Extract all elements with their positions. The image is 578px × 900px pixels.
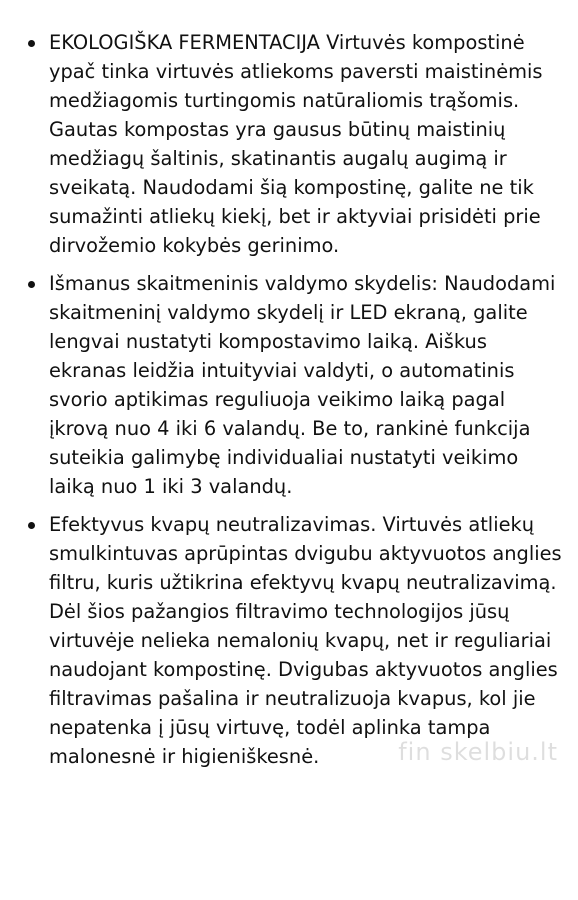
watermark: fin skelbiu.lt <box>398 738 558 766</box>
bullet-text: EKOLOGIŠKA FERMENTACIJA Virtuvės kompostinė ypač tinka virtuvės atliekoms paversti maistinėmis medžiagomis turtingomis natūraliomis trąšomis. Gautas kompostas yra gausus būtinų maistinių medžiagų šaltinis, skatinantis augalų augimą ir sveikatą. Naudodami šią kompostinę, galite ne tik sumažinti atliekų kiekį, bet ir aktyviai prisidėti prie dirvožemio kokybės gerinimo. <box>49 31 543 257</box>
bullet-item-digital-control-panel <box>0 269 578 501</box>
bullet-text: Efektyvus kvapų neutralizavimas. Virtuvės atliekų smulkintuvas aprūpintas dvigubu aktyvuotos anglies filtru, kuris užtikrina efektyvų kvapų neutralizavimą. Dėl šios pažangios filtravimo technologijos jūsų virtuvėje nelieka nemalonių kvapų, net ir reguliariai naudojant kompostinę. Dvigubas aktyvuotos anglies filtravimas pašalina ir neutralizuoja kvapus, kol jie nepatenka į jūsų virtuvę, todėl aplinka tampa malonesnė ir higieniškesnė. <box>49 513 562 768</box>
bullet-dot-icon <box>28 522 35 529</box>
bullet-dot-icon <box>28 281 35 288</box>
bullet-text: Išmanus skaitmeninis valdymo skydelis: Naudodami skaitmeninį valdymo skydelį ir LED ekraną, galite lengvai nustatyti kompostavimo laiką. Aiškus ekranas leidžia intuityviai valdyti, o automatinis svorio aptikimas reguliuoja veikimo laiką pagal įkrovą nuo 4 iki 6 valandų. Be to, rankinė funkcija suteikia galimybę individualiai nustatyti veikimo laiką nuo 1 iki 3 valandų. <box>49 272 556 498</box>
bullet-item-odor-neutralization <box>0 510 578 771</box>
feature-bullet-list <box>0 28 578 780</box>
bullet-dot-icon <box>28 40 35 47</box>
bullet-item-ecological-fermentation <box>0 28 578 260</box>
